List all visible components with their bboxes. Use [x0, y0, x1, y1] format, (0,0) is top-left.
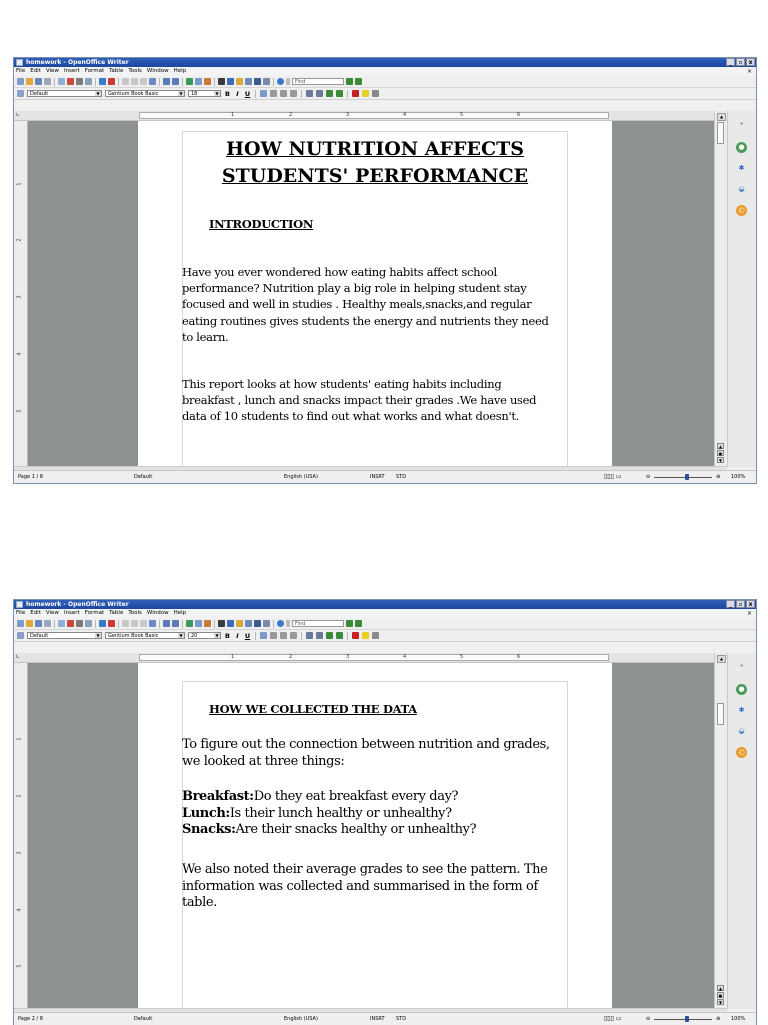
heading-line-2: STUDENTS' PERFORMANCE — [221, 165, 529, 187]
zoom-slider-handle[interactable] — [685, 474, 689, 480]
background-color-icon[interactable] — [372, 90, 379, 97]
data-sources-icon[interactable] — [245, 78, 252, 85]
text-line: focused and well in studies . Healthy meals,snacks,and regular — [182, 297, 532, 312]
list-item-label: Lunch: — [182, 805, 230, 821]
justify-icon[interactable] — [290, 90, 297, 97]
vertical-ruler[interactable]: 1 2 3 4 5 — [14, 663, 28, 1009]
highlighting-icon[interactable] — [362, 632, 369, 639]
copy-icon[interactable] — [131, 620, 138, 627]
save-icon[interactable] — [35, 620, 42, 627]
data-sources-icon[interactable] — [245, 620, 252, 627]
styles-panel-icon[interactable]: ◒ — [738, 185, 745, 193]
title-bar[interactable] — [14, 600, 756, 609]
formatting-marks-icon[interactable] — [254, 78, 261, 85]
spellcheck-icon[interactable] — [99, 78, 106, 85]
method-paragraph-2 — [182, 862, 572, 912]
document-page[interactable] — [138, 663, 612, 1009]
method-paragraph-1 — [182, 737, 572, 770]
gallery-icon[interactable] — [236, 78, 243, 85]
menu-file[interactable]: File — [16, 68, 26, 74]
insert-mode-status[interactable]: INSRT — [370, 1016, 385, 1022]
bold-button[interactable]: B — [225, 89, 230, 98]
open-icon[interactable] — [26, 78, 33, 85]
insert-mode-status[interactable]: INSRT — [370, 474, 385, 480]
page-preview-icon[interactable] — [85, 620, 92, 627]
standard-toolbar — [14, 618, 756, 630]
menu-file[interactable]: File — [16, 610, 26, 616]
previous-page-icon[interactable]: ▲ — [718, 986, 723, 991]
data-collection-heading: HOW WE COLLECTED THE DATA — [209, 702, 417, 716]
help-icon[interactable] — [277, 78, 284, 85]
cut-icon[interactable] — [122, 620, 129, 627]
bullets-icon[interactable] — [316, 632, 323, 639]
print-icon[interactable] — [76, 620, 83, 627]
cut-icon[interactable] — [122, 78, 129, 85]
document-area[interactable] — [28, 663, 714, 1009]
copy-icon[interactable] — [131, 78, 138, 85]
zoom-out-icon[interactable]: ⊖ — [646, 474, 651, 480]
font-size-select[interactable] — [188, 90, 221, 97]
menu-window[interactable]: Window — [146, 610, 169, 616]
intro-paragraph-1 — [182, 264, 572, 345]
page-style-status[interactable]: Default — [134, 474, 153, 480]
font-size-value: 18 — [191, 91, 198, 97]
highlighting-icon[interactable] — [362, 90, 369, 97]
menu-edit[interactable]: Edit — [30, 68, 41, 74]
styles-panel-icon[interactable]: ◒ — [738, 727, 745, 735]
text-line: to learn. — [182, 329, 229, 344]
side-panel — [727, 111, 756, 467]
horizontal-ruler[interactable]: ∟ 1 2 3 4 5 6 — [14, 653, 756, 663]
gallery-panel-icon[interactable]: ● — [736, 684, 747, 695]
open-icon[interactable] — [26, 620, 33, 627]
paragraph-style-select[interactable] — [27, 632, 102, 639]
font-color-icon[interactable] — [352, 90, 359, 97]
menu-help[interactable]: Help — [173, 68, 187, 74]
navigator-panel-icon[interactable]: ✱ — [738, 706, 745, 714]
list-item-label: Snacks: — [182, 822, 236, 837]
autospell-icon[interactable] — [108, 620, 115, 627]
text-line: table. — [182, 895, 217, 910]
menu-insert[interactable]: Insert — [63, 610, 80, 616]
underline-button[interactable]: U — [244, 89, 251, 98]
side-panel — [727, 653, 756, 1009]
find-previous-icon[interactable] — [355, 620, 362, 627]
print-icon[interactable] — [76, 78, 83, 85]
text-line: To figure out the connection between nutrition and grades, — [182, 737, 550, 752]
panel-toggle-icon[interactable]: ⁌ — [739, 120, 744, 128]
align-right-icon[interactable] — [280, 90, 287, 97]
language-status[interactable]: English (USA) — [284, 1016, 318, 1022]
table-icon[interactable] — [195, 620, 202, 627]
paste-icon[interactable] — [140, 620, 147, 627]
paragraph-style-value: Default — [30, 91, 49, 97]
maximize-button[interactable]: ▫ — [736, 58, 745, 66]
styles-formatting-icon[interactable] — [17, 632, 24, 639]
new-icon[interactable] — [17, 620, 24, 627]
align-right-icon[interactable] — [280, 632, 287, 639]
align-center-icon[interactable] — [270, 632, 277, 639]
chevron-down-icon: ▼ — [96, 633, 100, 638]
app-icon[interactable] — [16, 601, 23, 608]
menu-tools[interactable]: Tools — [128, 68, 142, 74]
decrease-indent-icon[interactable] — [326, 632, 333, 639]
page-count-status[interactable]: Page 2 / 8 — [18, 1016, 43, 1022]
functions-panel-icon[interactable]: ◴ — [736, 205, 747, 216]
menu-window[interactable]: Window — [146, 68, 169, 74]
undo-icon[interactable] — [163, 78, 170, 85]
list-item-text: Are their snacks healthy or unhealthy? — [235, 822, 477, 837]
zoom-slider[interactable] — [654, 1019, 712, 1020]
font-size-select[interactable] — [188, 632, 221, 639]
app-icon[interactable] — [16, 59, 23, 66]
align-center-icon[interactable] — [270, 90, 277, 97]
menu-view[interactable]: View — [45, 68, 59, 74]
table-icon[interactable] — [195, 78, 202, 85]
align-left-icon[interactable] — [260, 90, 267, 97]
navigator-icon[interactable] — [227, 78, 234, 85]
show-draw-icon[interactable] — [204, 78, 211, 85]
list-item — [182, 789, 572, 806]
redo-icon[interactable] — [172, 78, 179, 85]
list-item-text: Is their lunch healthy or unhealthy? — [229, 805, 452, 821]
email-icon[interactable] — [44, 78, 51, 85]
navigation-icon[interactable]: ● — [718, 451, 723, 456]
export-pdf-icon[interactable] — [67, 78, 74, 85]
selection-mode-status[interactable]: STD — [396, 474, 407, 480]
toolbar-handle-icon[interactable] — [286, 78, 290, 85]
status-bar — [14, 1012, 756, 1025]
introduction-heading: INTRODUCTION — [209, 217, 314, 231]
minimize-button[interactable]: _ — [726, 600, 735, 608]
writer-window-1 — [13, 57, 757, 484]
font-color-icon[interactable] — [352, 632, 359, 639]
text-line: we looked at three things: — [182, 753, 345, 769]
menu-view[interactable]: View — [45, 610, 59, 616]
view-layout-icon[interactable]: ▯▯▯ ▭ — [604, 1015, 622, 1022]
format-paintbrush-icon[interactable] — [149, 78, 156, 85]
autospell-icon[interactable] — [108, 78, 115, 85]
increase-indent-icon[interactable] — [336, 632, 343, 639]
document-area[interactable] — [28, 121, 714, 467]
background-color-icon[interactable] — [372, 632, 379, 639]
zoom-slider-handle[interactable] — [685, 1016, 689, 1022]
find-input[interactable]: Find — [292, 78, 344, 85]
formatting-marks-icon[interactable] — [254, 620, 261, 627]
menu-format[interactable]: Format — [84, 68, 105, 74]
window-title: homework - OpenOffice Writer — [26, 59, 129, 66]
find-replace-icon[interactable] — [218, 620, 225, 627]
bold-button[interactable]: B — [225, 631, 230, 640]
hyperlink-icon[interactable] — [186, 78, 193, 85]
menu-insert[interactable]: Insert — [63, 68, 80, 74]
chevron-down-icon: ▼ — [215, 91, 219, 96]
document-page[interactable] — [138, 121, 612, 467]
scroll-thumb[interactable] — [717, 122, 724, 144]
hyperlink-icon[interactable] — [186, 620, 193, 627]
italic-button[interactable]: I — [236, 631, 239, 640]
chevron-down-icon: ▼ — [96, 91, 100, 96]
status-bar — [14, 470, 756, 483]
scroll-up-icon[interactable]: ▲ — [717, 113, 726, 121]
export-pdf-icon[interactable] — [67, 620, 74, 627]
numbering-icon[interactable] — [306, 90, 313, 97]
align-left-icon[interactable] — [260, 632, 267, 639]
zoom-out-icon[interactable]: ⊖ — [646, 1016, 651, 1022]
tab-type-icon[interactable]: ∟ — [16, 654, 21, 660]
italic-button[interactable]: I — [236, 89, 239, 98]
menu-table[interactable]: Table — [109, 68, 124, 74]
panel-toggle-icon[interactable]: ⁌ — [739, 662, 744, 670]
vertical-scrollbar[interactable] — [714, 653, 727, 1009]
styles-formatting-icon[interactable] — [17, 90, 24, 97]
list-item — [182, 822, 572, 839]
font-name-select[interactable] — [105, 90, 185, 97]
font-name-value: Gentium Book Basic — [108, 91, 159, 97]
page-preview-icon[interactable] — [85, 78, 92, 85]
new-icon[interactable] — [17, 78, 24, 85]
zoom-level-status[interactable]: 100% — [731, 474, 746, 480]
close-document-button[interactable]: × — [746, 68, 752, 75]
text-line: breakfast , lunch and snacks impact their grades .We have used — [182, 393, 537, 408]
language-status[interactable]: English (USA) — [284, 474, 318, 480]
redo-icon[interactable] — [172, 620, 179, 627]
font-name-value: Gentium Book Basic — [108, 633, 159, 639]
page-style-status[interactable]: Default — [134, 1016, 153, 1022]
menu-edit[interactable]: Edit — [30, 610, 41, 616]
toolbar-handle-icon[interactable] — [286, 620, 290, 627]
list-item — [182, 806, 572, 823]
font-size-value: 20 — [191, 633, 198, 639]
standard-toolbar — [14, 76, 756, 88]
undo-icon[interactable] — [163, 620, 170, 627]
show-draw-icon[interactable] — [204, 620, 211, 627]
decrease-indent-icon[interactable] — [326, 90, 333, 97]
text-line: data of 10 students to find out what works and what doesn't. — [182, 409, 519, 424]
paragraph-style-value: Default — [30, 633, 49, 639]
formatting-toolbar — [14, 88, 756, 100]
heading-line-1: HOW NUTRITION AFFECTS — [226, 138, 524, 160]
title-bar[interactable] — [14, 58, 756, 67]
zoom-icon[interactable] — [263, 78, 270, 85]
menu-bar — [14, 609, 756, 618]
vertical-ruler[interactable]: 1 2 3 4 5 — [14, 121, 28, 467]
zoom-level-status[interactable]: 100% — [731, 1016, 746, 1022]
previous-page-icon[interactable]: ▲ — [718, 444, 723, 449]
paste-icon[interactable] — [140, 78, 147, 85]
zoom-icon[interactable] — [263, 620, 270, 627]
gallery-icon[interactable] — [236, 620, 243, 627]
window-title: homework - OpenOffice Writer — [26, 601, 129, 608]
writer-window-2 — [13, 599, 757, 1025]
scroll-thumb[interactable] — [717, 703, 724, 725]
format-paintbrush-icon[interactable] — [149, 620, 156, 627]
help-icon[interactable] — [277, 620, 284, 627]
navigator-panel-icon[interactable]: ✱ — [738, 164, 745, 172]
text-line: eating routines gives students the energy and nutrients they need — [182, 313, 549, 328]
close-document-button[interactable]: × — [746, 610, 752, 617]
edit-file-icon[interactable] — [58, 620, 65, 627]
find-next-icon[interactable] — [346, 620, 353, 627]
zoom-slider[interactable] — [654, 477, 712, 478]
vertical-scrollbar[interactable] — [714, 111, 727, 467]
zoom-in-icon[interactable]: ⊕ — [716, 1016, 721, 1022]
chevron-down-icon: ▼ — [179, 633, 183, 638]
find-input[interactable]: Find — [292, 620, 344, 627]
close-button[interactable]: x — [746, 600, 755, 608]
text-line: Have you ever wondered how eating habits affect school — [182, 265, 497, 279]
save-icon[interactable] — [35, 78, 42, 85]
menu-table[interactable]: Table — [109, 610, 124, 616]
list-item-label: Breakfast: — [182, 789, 254, 804]
find-replace-icon[interactable] — [218, 78, 225, 85]
menu-tools[interactable]: Tools — [128, 610, 142, 616]
navigator-icon[interactable] — [227, 620, 234, 627]
next-page-icon[interactable]: ▼ — [718, 458, 723, 463]
selection-mode-status[interactable]: STD — [396, 1016, 407, 1022]
underline-button[interactable]: U — [244, 631, 251, 640]
scroll-up-icon[interactable]: ▲ — [717, 655, 726, 663]
menu-help[interactable]: Help — [173, 610, 187, 616]
font-name-select[interactable] — [105, 632, 185, 639]
increase-indent-icon[interactable] — [336, 90, 343, 97]
view-layout-icon[interactable]: ▯▯▯ ▭ — [604, 473, 622, 480]
tab-type-icon[interactable]: ∟ — [16, 112, 21, 118]
text-line: We also noted their average grades to see the pattern. The — [182, 862, 548, 877]
chevron-down-icon: ▼ — [215, 633, 219, 638]
justify-icon[interactable] — [290, 632, 297, 639]
horizontal-ruler[interactable]: ∟ 1 2 3 4 5 6 — [14, 111, 756, 121]
maximize-button[interactable]: ▫ — [736, 600, 745, 608]
formatting-toolbar — [14, 630, 756, 642]
factors-list — [182, 789, 572, 839]
page-count-status[interactable]: Page 1 / 8 — [18, 474, 43, 480]
menu-format[interactable]: Format — [84, 610, 105, 616]
next-page-icon[interactable]: ▼ — [718, 1000, 723, 1005]
zoom-in-icon[interactable]: ⊕ — [716, 474, 721, 480]
list-item-text: Do they eat breakfast every day? — [253, 789, 459, 804]
text-line: performance? Nutrition play a big role in helping student stay — [182, 281, 527, 296]
gallery-panel-icon[interactable]: ● — [736, 142, 747, 153]
numbering-icon[interactable] — [306, 632, 313, 639]
paragraph-style-select[interactable] — [27, 90, 102, 97]
functions-panel-icon[interactable]: ◴ — [736, 747, 747, 758]
find-next-icon[interactable] — [346, 78, 353, 85]
bullets-icon[interactable] — [316, 90, 323, 97]
text-line: This report looks at how students' eating habits including — [182, 377, 502, 391]
edit-file-icon[interactable] — [58, 78, 65, 85]
email-icon[interactable] — [44, 620, 51, 627]
navigation-icon[interactable]: ● — [718, 993, 723, 998]
minimize-button[interactable]: _ — [726, 58, 735, 66]
intro-paragraph-2 — [182, 376, 572, 425]
chevron-down-icon: ▼ — [179, 91, 183, 96]
menu-bar — [14, 67, 756, 76]
close-button[interactable]: x — [746, 58, 755, 66]
find-previous-icon[interactable] — [355, 78, 362, 85]
text-line: information was collected and summarised in the form of — [182, 878, 538, 894]
spellcheck-icon[interactable] — [99, 620, 106, 627]
